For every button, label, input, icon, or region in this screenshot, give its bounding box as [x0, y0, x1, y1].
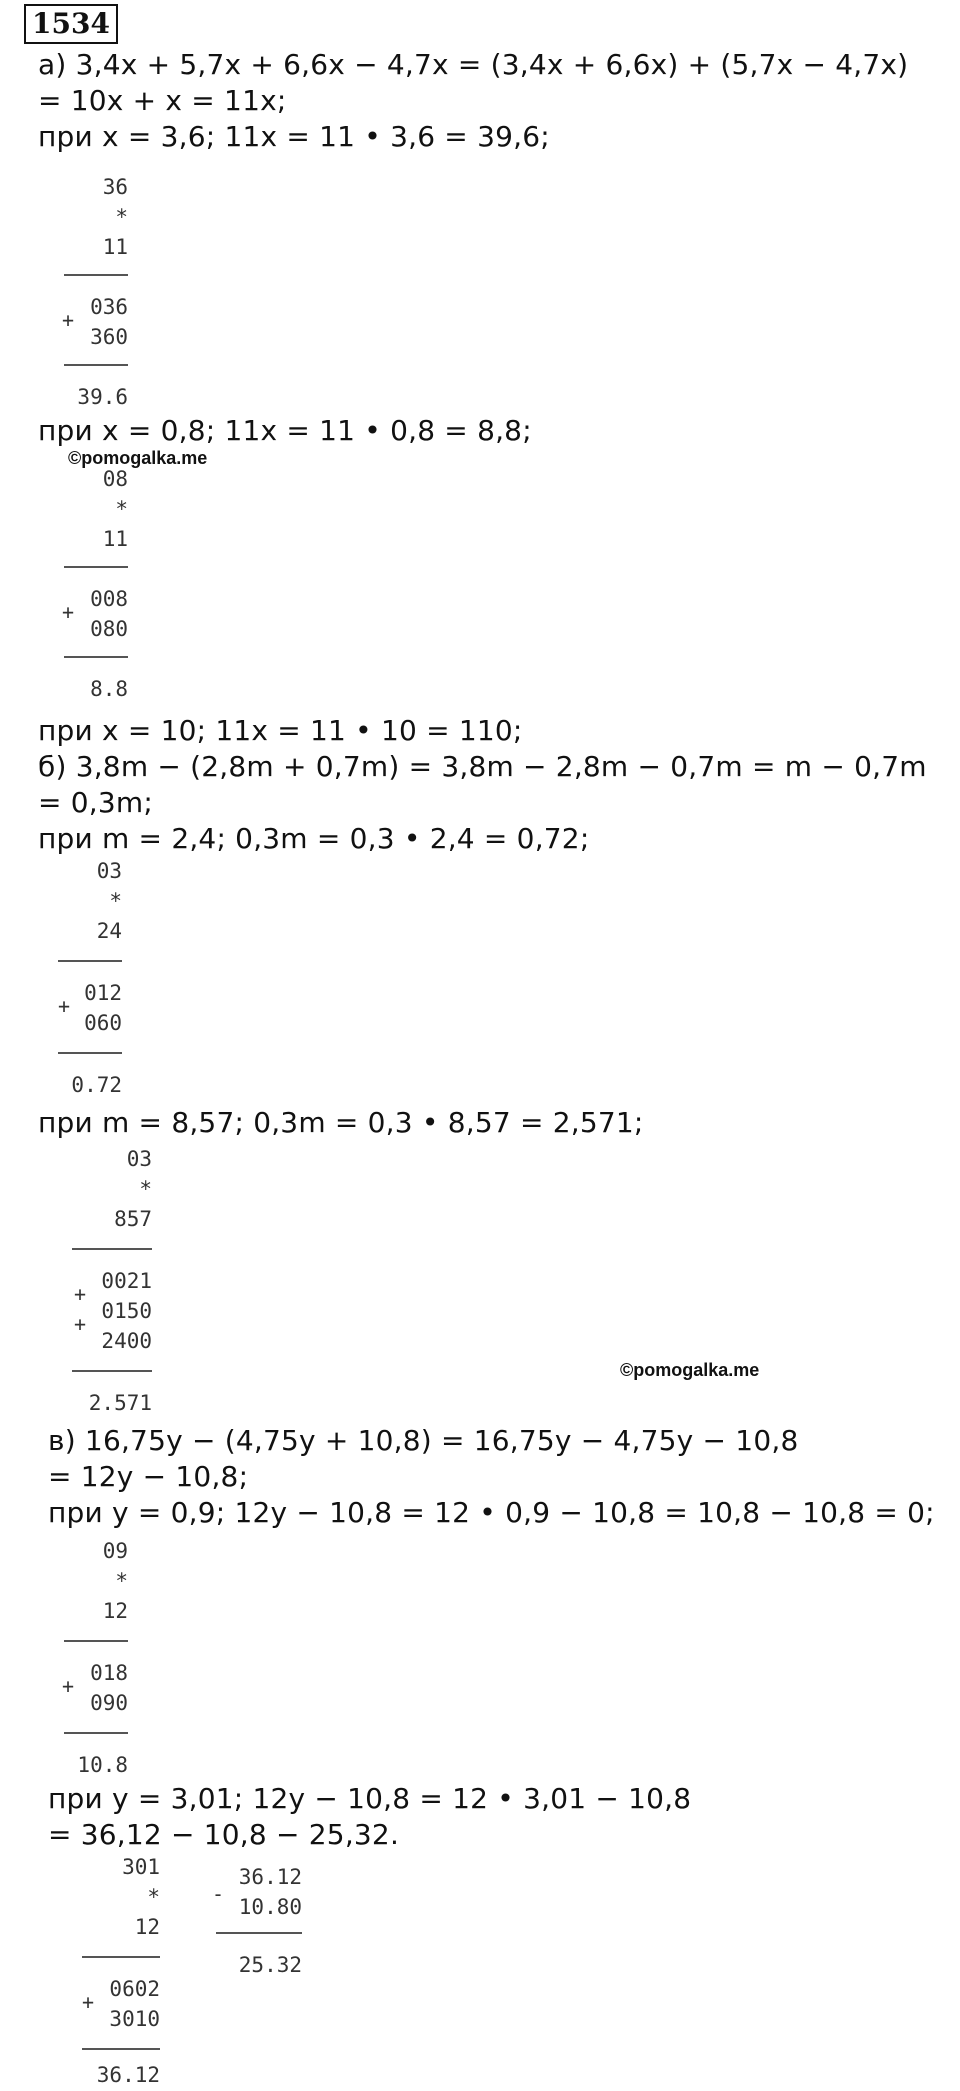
- calc5-plus: +: [62, 1674, 75, 1698]
- watermark-1: ©pomogalka.me: [68, 448, 208, 468]
- line-c4: при y = 3,01; 12y − 10,8 = 12 • 3,01 − 10,8: [48, 1782, 692, 1815]
- calc4-p1: 0021: [101, 1269, 152, 1293]
- calc1-p2: 360: [90, 325, 128, 349]
- line-c2: = 12y − 10,8;: [48, 1460, 249, 1493]
- calc6-rule1: [82, 1956, 160, 1958]
- sub-minuend: 36.12: [238, 1865, 302, 1889]
- calc4-plus1: +: [74, 1282, 87, 1306]
- sub-minus: -: [212, 1882, 225, 1906]
- calc2-b: 11: [102, 527, 128, 551]
- calc2-rule1: [64, 566, 128, 568]
- calc3-p1: 012: [84, 981, 122, 1005]
- calc4-rule2: [72, 1370, 152, 1372]
- calc3-a: 03: [96, 859, 122, 883]
- line-b1: б) 3,8m − (2,8m + 0,7m) = 3,8m − 2,8m − 0,7m = m − 0,7m: [38, 750, 927, 783]
- calc6-b: 12: [134, 1915, 160, 1939]
- line-b3: при m = 2,4; 0,3m = 0,3 • 2,4 = 0,72;: [38, 822, 590, 855]
- calc6-res: 36.12: [96, 2063, 160, 2087]
- calc5-a: 09: [102, 1539, 128, 1563]
- line-a1: а) 3,4x + 5,7x + 6,6x − 4,7x = (3,4x + 6,6x) + (5,7x − 4,7x): [38, 48, 909, 81]
- line-c5: = 36,12 − 10,8 − 25,32.: [48, 1818, 400, 1851]
- calc3-p2: 060: [84, 1011, 122, 1035]
- calc3-plus: +: [58, 994, 71, 1018]
- calc1-op: *: [115, 205, 128, 229]
- calc2-plus: +: [62, 600, 75, 624]
- sub-rule: [216, 1932, 302, 1934]
- calc5-rule2: [64, 1732, 128, 1734]
- calc1-rule2: [64, 364, 128, 366]
- calc5-b: 12: [102, 1599, 128, 1623]
- calc6-plus: +: [82, 1990, 95, 2014]
- calc2-a: 08: [102, 467, 128, 491]
- calc1-b: 11: [102, 235, 128, 259]
- calc6-a: 301: [122, 1855, 160, 1879]
- calc5-p1: 018: [90, 1661, 128, 1685]
- line-b4: при m = 8,57; 0,3m = 0,3 • 8,57 = 2,571;: [38, 1106, 644, 1139]
- calc5-rule1: [64, 1640, 128, 1642]
- calc1-res: 39.6: [77, 385, 128, 409]
- calc2-op: *: [115, 497, 128, 521]
- calc5-op: *: [115, 1569, 128, 1593]
- calc2-p2: 080: [90, 617, 128, 641]
- calc3-rule1: [58, 960, 122, 962]
- calc1-rule1: [64, 274, 128, 276]
- calc4-op: *: [139, 1177, 152, 1201]
- line-a3: при x = 3,6; 11x = 11 • 3,6 = 39,6;: [38, 120, 550, 153]
- calc3-rule2: [58, 1052, 122, 1054]
- calc4-plus2: +: [74, 1312, 87, 1336]
- calc6-p2: 3010: [109, 2007, 160, 2031]
- calc1-plus: +: [62, 308, 75, 332]
- calc3-res: 0.72: [71, 1073, 122, 1097]
- task-number: 1534: [24, 4, 118, 44]
- calc6-p1: 0602: [109, 1977, 160, 2001]
- line-b2: = 0,3m;: [38, 786, 153, 819]
- sub-res: 25.32: [238, 1953, 302, 1977]
- line-c1: в) 16,75y − (4,75y + 10,8) = 16,75y − 4,75y − 10,8: [48, 1424, 799, 1457]
- sub-subtrahend: 10.80: [238, 1895, 302, 1919]
- calc6-op: *: [147, 1885, 160, 1909]
- line-c3: при y = 0,9; 12y − 10,8 = 12 • 0,9 − 10,8 = 10,8 − 10,8 = 0;: [48, 1496, 935, 1529]
- calc4-res: 2.571: [88, 1391, 152, 1415]
- calc4-p3: 2400: [101, 1329, 152, 1353]
- calc4-p2: 0150: [101, 1299, 152, 1323]
- calc5-p2: 090: [90, 1691, 128, 1715]
- line-a4: при x = 0,8; 11x = 11 • 0,8 = 8,8;: [38, 414, 532, 447]
- line-a2: = 10x + x = 11x;: [38, 84, 287, 117]
- calc5-res: 10.8: [77, 1753, 128, 1777]
- calc4-b: 857: [114, 1207, 152, 1231]
- calc2-p1: 008: [90, 587, 128, 611]
- calc3-op: *: [109, 889, 122, 913]
- calc4-rule1: [72, 1248, 152, 1250]
- calc1-a: 36: [102, 175, 128, 199]
- calc3-b: 24: [96, 919, 122, 943]
- calc4-a: 03: [126, 1147, 152, 1171]
- calc2-res: 8.8: [90, 677, 128, 701]
- calc1-p1: 036: [90, 295, 128, 319]
- calc6-rule2: [82, 2048, 160, 2050]
- calc2-rule2: [64, 656, 128, 658]
- watermark-2: ©pomogalka.me: [620, 1360, 760, 1380]
- line-a5: при x = 10; 11x = 11 • 10 = 110;: [38, 714, 523, 747]
